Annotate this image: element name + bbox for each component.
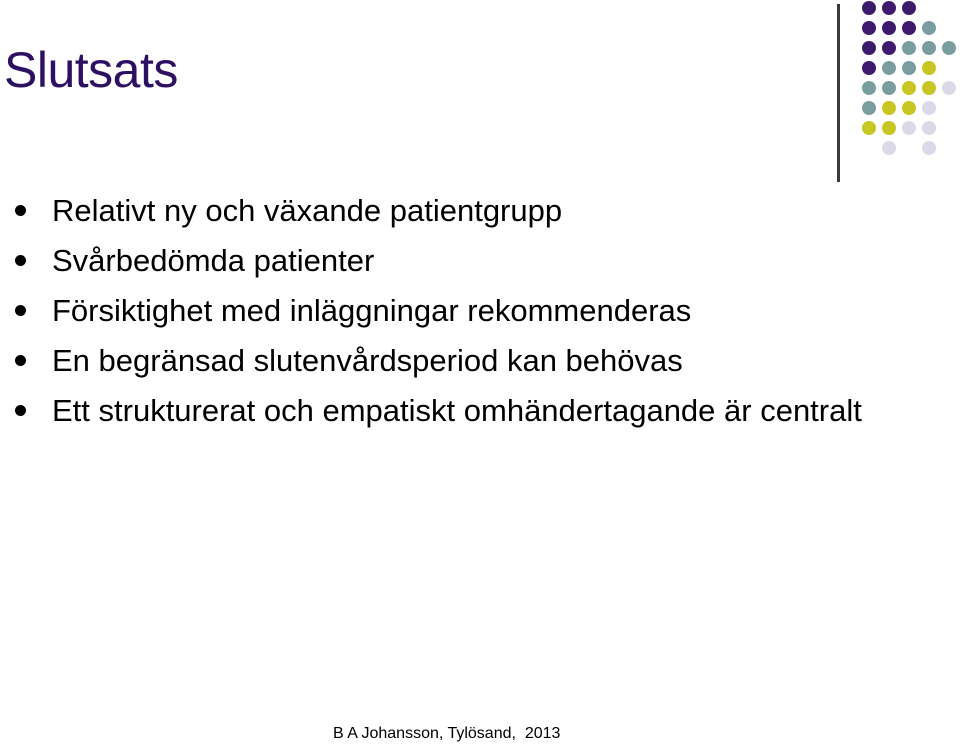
dot xyxy=(922,41,936,55)
dot xyxy=(942,41,956,55)
dot xyxy=(902,21,916,35)
bullet-text: Ett strukturerat och empatiskt omhändertagande är centralt xyxy=(52,393,862,428)
dot xyxy=(882,81,896,95)
bullet-text: Relativt ny och växande patientgrupp xyxy=(52,193,563,228)
dot xyxy=(902,1,916,15)
dot xyxy=(862,1,876,15)
bullet-item xyxy=(0,192,900,229)
dot xyxy=(902,81,916,95)
bullet-item xyxy=(0,342,900,379)
dot xyxy=(862,41,876,55)
bullet-list xyxy=(0,192,900,448)
bullet-text: Försiktighet med inläggningar rekommenderas xyxy=(52,293,692,328)
bullet-dot-icon xyxy=(15,205,26,216)
dot xyxy=(882,61,896,75)
dot xyxy=(922,121,936,135)
bullet-item xyxy=(0,387,900,435)
dot xyxy=(882,141,896,155)
dot xyxy=(902,61,916,75)
decorative-dot-grid xyxy=(0,0,960,180)
dot xyxy=(922,81,936,95)
bullet-dot-icon xyxy=(15,355,26,366)
bullet-text: En begränsad slutenvårdsperiod kan behövas xyxy=(52,343,683,378)
dot xyxy=(942,81,956,95)
dot xyxy=(922,141,936,155)
dot xyxy=(902,101,916,115)
dot xyxy=(882,101,896,115)
dot xyxy=(862,101,876,115)
slide-title: Slutsats xyxy=(4,42,178,98)
dot xyxy=(882,41,896,55)
slide-footer: B A Johansson, Tylösand, 2013 xyxy=(333,725,561,742)
dot xyxy=(862,81,876,95)
dot xyxy=(882,121,896,135)
dot xyxy=(882,21,896,35)
dot xyxy=(902,41,916,55)
bullet-dot-icon xyxy=(15,305,26,316)
bullet-dot-icon xyxy=(15,405,26,416)
bullet-dot-icon xyxy=(15,255,26,266)
dot xyxy=(862,61,876,75)
dot xyxy=(902,121,916,135)
dot xyxy=(862,21,876,35)
bullet-item xyxy=(0,242,900,279)
dot xyxy=(882,1,896,15)
dot xyxy=(922,61,936,75)
dot xyxy=(922,101,936,115)
dot xyxy=(862,121,876,135)
bullet-text: Svårbedömda patienter xyxy=(52,243,375,278)
bullet-item xyxy=(0,292,900,329)
dot xyxy=(922,21,936,35)
